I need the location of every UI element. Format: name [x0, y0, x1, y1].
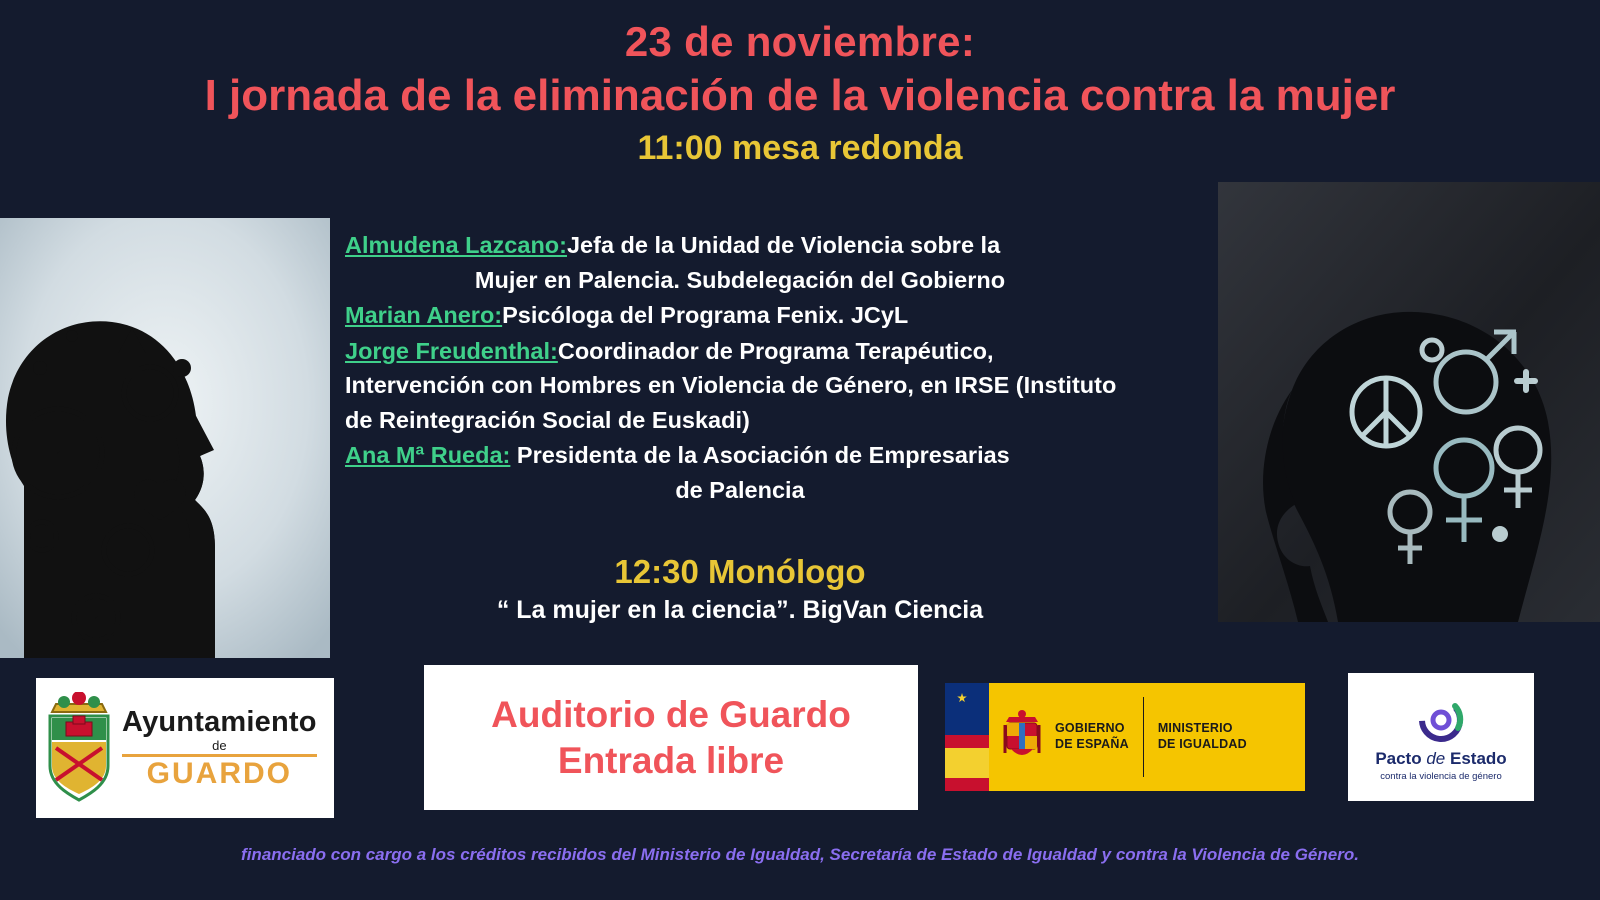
- speaker-name: Marian Anero:: [345, 302, 503, 329]
- speaker-item: [345, 298, 1135, 333]
- venue-admission: Entrada libre: [557, 739, 785, 781]
- pacto-title-b: de: [1426, 748, 1446, 768]
- speakers-list: [345, 228, 1135, 508]
- pacto-title: [1375, 749, 1506, 769]
- ministerio-line1: MINISTERIO: [1157, 721, 1233, 736]
- ayuntamiento-line3: GUARDO: [146, 756, 292, 790]
- coat-of-arms-icon: [42, 692, 116, 804]
- speaker-role-cont: de Palencia: [675, 476, 805, 503]
- spain-crest-icon: [999, 709, 1045, 765]
- monologue-subtitle: “ La mujer en la ciencia”. BigVan Ciencia: [496, 596, 984, 624]
- funding-footnote: financiado con cargo a los créditos recibidos del Ministerio de Igualdad, Secretaría de Estado de Igualdad y contra la Violencia de Género.: [241, 845, 1359, 864]
- gobierno-vertical-divider: [1143, 697, 1144, 777]
- logo-pacto-de-estado: [1348, 673, 1534, 801]
- pacto-title-a: Pacto: [1375, 748, 1427, 768]
- speaker-role: Coordinador de Programa Terapéutico,: [557, 337, 994, 364]
- flag-strip: [945, 683, 989, 791]
- venue-name: Auditorio de Guardo: [491, 693, 851, 735]
- ayuntamiento-wordmark: [122, 705, 317, 790]
- pacto-subtitle: contra la violencia de género: [1380, 770, 1502, 782]
- pacto-ring-icon: [1414, 693, 1468, 747]
- speaker-item: [345, 334, 1135, 438]
- speaker-item: [345, 228, 1135, 297]
- spain-flag-yellow: [945, 748, 989, 778]
- speaker-role: Presidenta de la Asociación de Empresarias: [510, 442, 1010, 469]
- gobierno-panel: [989, 683, 1305, 791]
- spain-flag-red-bottom: [945, 778, 989, 791]
- speaker-name: Ana Mª Rueda:: [345, 442, 511, 469]
- right-head-illustration: [1218, 182, 1600, 622]
- speaker-role-cont: Mujer en Palencia. Subdelegación del Gobierno: [474, 266, 1006, 293]
- event-date: 23 de noviembre:: [624, 18, 976, 65]
- left-head-illustration: [0, 218, 330, 658]
- gobierno-line2: DE ESPAÑA: [1055, 737, 1129, 751]
- logo-ayuntamiento-de-guardo: [36, 678, 334, 818]
- speaker-item: [345, 438, 1135, 507]
- gobierno-text: [1055, 721, 1129, 752]
- event-title: I jornada de la eliminación de la violencia contra la mujer: [204, 71, 1396, 121]
- speaker-role-cont: Intervención con Hombres en Violencia de Género, en IRSE (Instituto de Reintegración Social de Euskadi): [345, 372, 1117, 433]
- venue-info-box: [424, 665, 918, 810]
- eu-flag-icon: [945, 683, 989, 735]
- gobierno-line1: GOBIERNO: [1055, 721, 1125, 736]
- ayuntamiento-line2: de: [212, 737, 227, 753]
- spain-flag-red-top: [945, 735, 989, 748]
- logo-gobierno-ministerio-igualdad: [945, 683, 1305, 791]
- speaker-name: Almudena Lazcano:: [345, 232, 567, 258]
- pacto-title-c: Estado: [1445, 748, 1507, 768]
- poster-header: [0, 18, 1600, 168]
- speaker-role: Psicóloga del Programa Fenix. JCyL: [502, 302, 909, 329]
- roundtable-time: 11:00 mesa redonda: [637, 129, 963, 168]
- speaker-name: Jorge Freudenthal:: [345, 337, 558, 364]
- monologue-time: 12:30 Monólogo: [614, 553, 866, 590]
- speaker-role: Jefa de la Unidad de Violencia sobre la: [566, 232, 1001, 258]
- ministerio-text: [1158, 721, 1247, 752]
- ministerio-line2: DE IGUALDAD: [1157, 737, 1247, 751]
- ayuntamiento-line1: Ayuntamiento: [122, 705, 317, 738]
